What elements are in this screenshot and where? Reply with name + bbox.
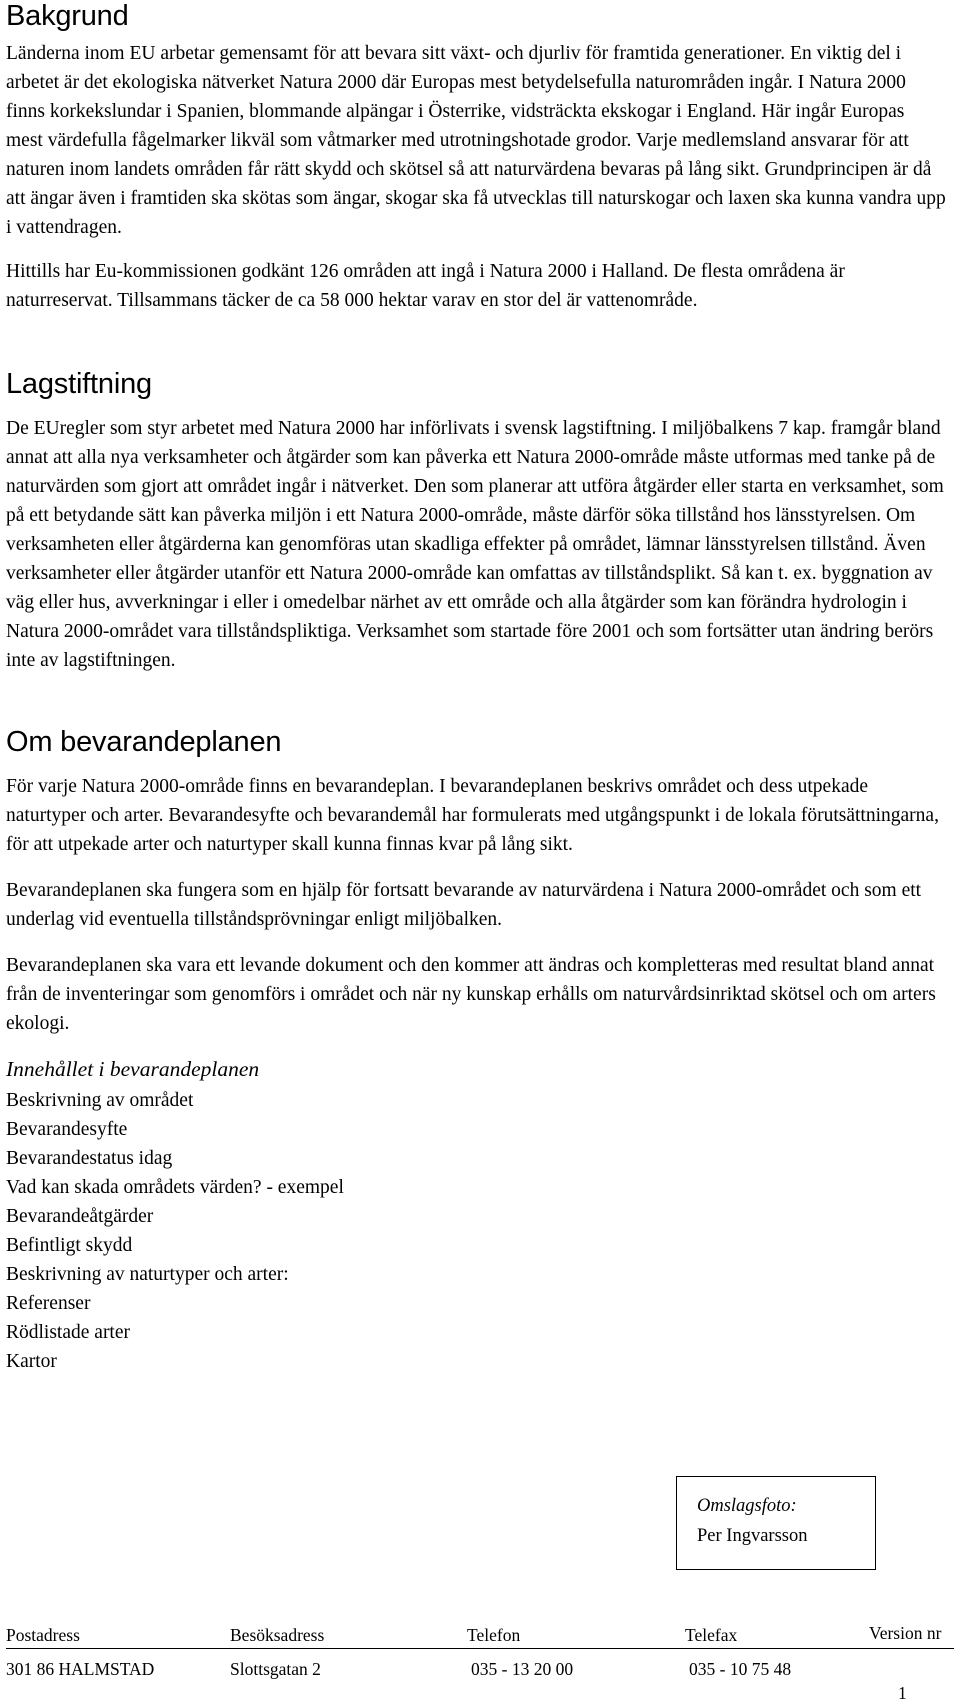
footer-telefax-label: Telefax — [685, 1625, 738, 1645]
footer-version-label: Version nr — [869, 1623, 942, 1643]
photo-credit-name: Per Ingvarsson — [697, 1526, 808, 1546]
list-item: Beskrivning av naturtyper och arter: — [6, 1264, 289, 1285]
footer-postadress-value: 301 86 HALMSTAD — [6, 1659, 155, 1679]
footer-besoksadress-value: Slottsgatan 2 — [230, 1659, 321, 1679]
paragraph: Hittills har Eu-kommissionen godkänt 126 områden att ingå i Natura 2000 i Halland. De flesta områdena är naturreservat. Tillsammans täcker de ca 58 000 hektar varav en stor del är vattenområde. — [6, 261, 845, 311]
list-item: Bevarandestatus idag — [6, 1148, 173, 1169]
list-item: Vad kan skada områdets värden? - exempel — [6, 1177, 344, 1198]
contents-heading: Innehållet i bevarandeplanen — [6, 1057, 260, 1081]
footer-besoksadress-label: Besöksadress — [230, 1625, 325, 1645]
document-page — [6, 0, 954, 1376]
section-bakgrund — [6, 0, 954, 315]
section-heading: Bakgrund — [6, 0, 129, 32]
section-bevarandeplanen — [6, 725, 954, 1038]
footer-postadress-label: Postadress — [6, 1625, 80, 1645]
footer-divider — [6, 1648, 954, 1649]
footer-telefax-value: 035 - 10 75 48 — [689, 1659, 792, 1679]
paragraph: Länderna inom EU arbetar gemensamt för att bevara sitt växt- och djurliv för framtida generationer. En viktig del i arbetet är det ekologiska nätverket Natura 2000 där Europas mest betydelsefulla naturområden ingår. I Natura 2000 finns korkekslundar i Spanien, blommande alpängar i Österrike, vidsträckta ekskogar i England. Här ingår Europas mest värdefulla fågelmarker likväl som våtmarker med utrotningshotade grodor. Varje medlemsland ansvarar för att naturen inom landets områden får rätt skydd och skötsel så att naturvärdena bevaras på lång sikt. Grundprincipen är då att ängar även i framtiden ska skötas som ängar, skogar ska få utvecklas till naturskogar och laxen ska kunna vandra upp i vattendragen. — [6, 43, 946, 238]
paragraph: De EUregler som styr arbetet med Natura 2000 har införlivats i svensk lagstiftning. I miljöbalkens 7 kap. framgår bland annat att alla nya verksamheter och åtgärder som kan påverka ett Natura 2000-område måste utformas med tanke på de naturvärden som gjort att området ingår i nätverket. Den som planerar att utföra åtgärder eller starta en verksamhet, som på ett betydande sätt kan påverka miljön i ett Natura 2000-område, måste därför söka tillstånd hos länsstyrelsen. Om verksamheten eller åtgärderna kan genomföras utan skadliga effekter på området, lämnar länsstyrelsen tillstånd. Även verksamheter eller åtgärder utanför ett Natura 2000-område kan omfattas av tillståndsplikt. Så kan t. ex. byggnation av väg eller hus, avverkningar i eller i omedelbar närhet av ett område och alla åtgärder som kan förändra hydrologin i Natura 2000-området vara tillståndspliktiga. Verksamhet som startade före 2001 och som fortsätter utan ändring berörs inte av lagstiftningen. — [6, 418, 944, 671]
page-number: 1 — [898, 1683, 907, 1703]
list-item: Bevarandesyfte — [6, 1119, 128, 1140]
section-heading: Lagstiftning — [6, 368, 152, 400]
photo-credit-box — [676, 1476, 876, 1570]
list-item: Rödlistade arter — [6, 1322, 130, 1343]
list-item: Befintligt skydd — [6, 1235, 133, 1256]
paragraph: Bevarandeplanen ska fungera som en hjälp för fortsatt bevarande av naturvärdena i Natura 2000-området och som ett underlag vid eventuella tillståndsprövningar enligt miljöbalken. — [6, 880, 922, 930]
section-heading: Om bevarandeplanen — [6, 726, 282, 758]
section-lagstiftning — [6, 367, 954, 675]
photo-credit-label: Omslagsfoto: — [697, 1496, 797, 1516]
list-item: Bevarandeåtgärder — [6, 1206, 154, 1227]
paragraph: Bevarandeplanen ska vara ett levande dokument och den kommer att ändras och kompletteras med resultat bland annat från de inventeringar som genomförs i området och när ny kunskap erhålls om naturvårdsinriktad skötsel och om arters ekologi. — [6, 955, 936, 1034]
footer-telefon-label: Telefon — [467, 1625, 521, 1645]
paragraph: För varje Natura 2000-område finns en bevarandeplan. I bevarandeplanen beskrivs området och dess utpekade naturtyper och arter. Bevarandesyfte och bevarandemål har formulerats med utgångspunkt i de lokala förutsättningarna, för att utpekade arter och naturtyper skall kunna finnas kvar på lång sikt. — [6, 776, 939, 855]
section-contents — [6, 1055, 954, 1376]
list-item: Beskrivning av området — [6, 1090, 194, 1111]
list-item: Kartor — [6, 1351, 57, 1372]
list-item: Referenser — [6, 1293, 91, 1314]
contents-list — [6, 1086, 954, 1376]
footer-telefon-value: 035 - 13 20 00 — [471, 1659, 574, 1679]
